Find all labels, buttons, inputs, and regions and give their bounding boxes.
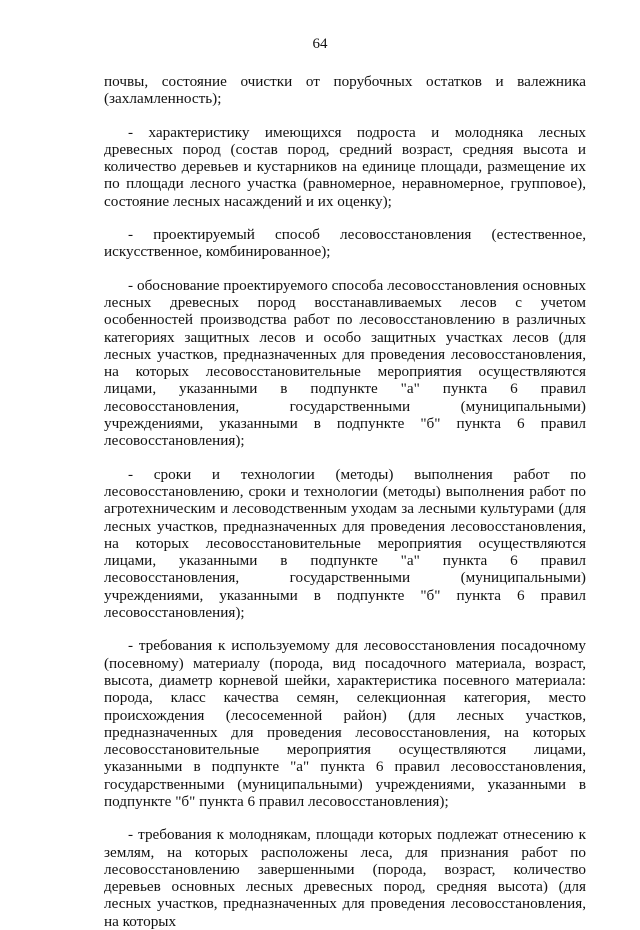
- paragraph-young-stand-requirements: - требования к молоднякам, площади которых подлежат отнесению к землям, на которых расположены леса, для признания работ по лесовосстановлению завершенными (порода, возраст, количество деревьев основных лесных древесных пород, средняя высота) (для лесных участков, предназначенных для проведения лесовосстановления, на которых: [104, 826, 586, 930]
- page-number: 64: [312, 36, 328, 52]
- paragraph-planting-material-requirements: - требования к используемому для лесовосстановления посадочному (посевному) материалу (порода, вид посадочного материала, возраст, высота, диаметр корневой шейки, характеристика посевного материала: порода, класс качества семян, селекционная категория, место происхождения (лесосеменной район) (для лесных участков, предназначенных для проведения лесовосстановления, на которых лесовосстановительные мероприятия осуществляются лицами, указанными в подпункте "а" пункта 6 правил лесовосстановления, государственными (муниципальными) учреждениями, указанными в подпункте "б" пункта 6 правил лесовосстановления);: [104, 637, 586, 810]
- paragraph-undergrowth-characteristics: - характеристику имеющихся подроста и молодняка лесных древесных пород (состав пород, средний возраст, средняя высота и количество деревьев и кустарников на единице площади, размещение их по площади лесного участка (равномерное, неравномерное, групповое), состояние лесных насаждений и их оценку);: [104, 123, 586, 210]
- paragraph-reforestation-method: - проектируемый способ лесовосстановления (естественное, искусственное, комбинированное);: [104, 226, 586, 261]
- paragraph-method-justification: - обоснование проектируемого способа лесовосстановления основных лесных древесных пород восстанавливаемых лесов с учетом особенностей производства работ по лесовосстановлению в различных категориях защитных лесов и особо защитных участках лесов (для лесных участков, предназначенных для проведения лесовосстановления, на которых лесовосстановительные мероприятия осуществляются лицами, указанными в подпункте "а" пункта 6 правил лесовосстановления, государственными (муниципальными) учреждениями, указанными в подпункте "б" пункта 6 правил лесовосстановления);: [104, 276, 586, 450]
- paragraph-timing-and-technology: - сроки и технологии (методы) выполнения работ по лесовосстановлению, сроки и технологии (методы) выполнения работ по агротехническим и лесоводственным уходам за лесными культурами (для лесных участков, предназначенных для проведения лесовосстановления, на которых лесовосстановительные мероприятия осуществляются лицами, указанными в подпункте "а" пункта 6 правил лесовосстановления, государственными (муниципальными) учреждениями, указанными в подпункте "б" пункта 6 правил лесовосстановления);: [104, 465, 586, 622]
- paragraph-soil-condition: почвы, состояние очистки от порубочных остатков и валежника (захламленность);: [104, 73, 586, 108]
- document-body: [104, 73, 586, 930]
